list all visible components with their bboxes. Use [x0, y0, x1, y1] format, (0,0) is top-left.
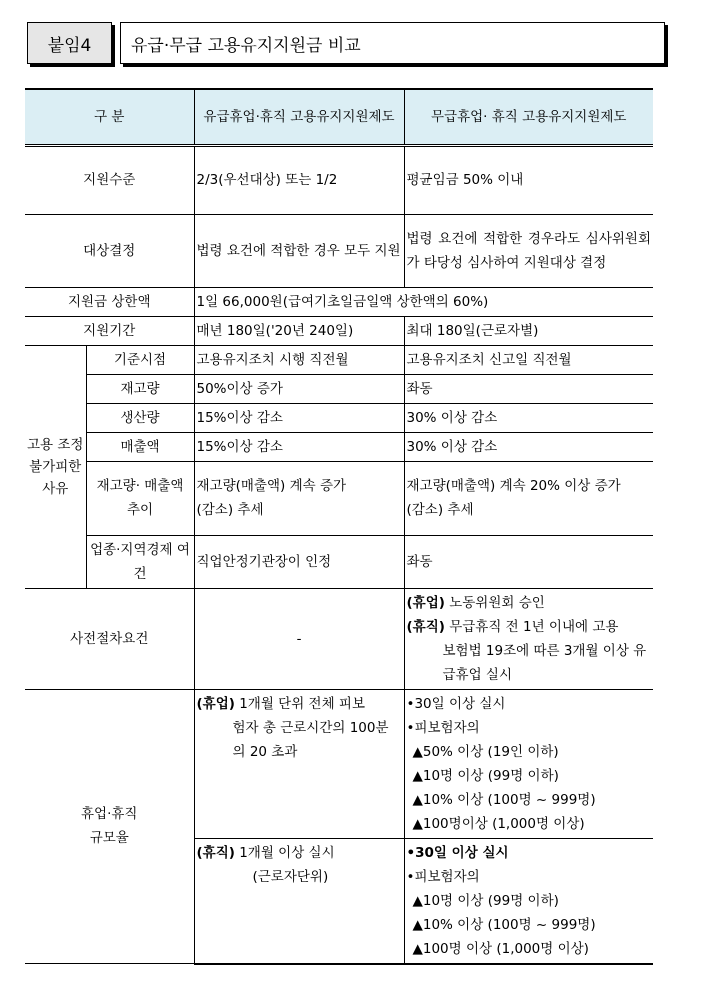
row-group-reason: 고용 조정 불가피한 사유: [25, 345, 86, 588]
row-label-support-level: 지원수준: [25, 145, 194, 214]
cell-unpaid-target-decision: 법령 요건에 적합한 경우라도 심사위원회가 타당성 심사하여 지원대상 결정: [404, 214, 653, 287]
row-label-trend: 재고량· 매출액 추이: [86, 461, 194, 535]
cell-paid-support-level: 2/3(우선대상) 또는 1/2: [194, 145, 404, 214]
unpaid-trend-line-2: (감소) 추세: [406, 502, 474, 518]
row-label-inventory: 재고량: [86, 374, 194, 403]
header-category: 구 분: [25, 89, 194, 145]
cell-unpaid-industry: 좌동: [404, 535, 653, 588]
row-label-period: 지원기간: [25, 316, 194, 345]
cell-paid-scale-absence: [194, 838, 404, 964]
cell-paid-target-decision: 법령 요건에 적합한 경우 모두 지원: [194, 214, 404, 287]
cell-paid-production: 15%이상 감소: [194, 403, 404, 432]
row-label-sales: 매출액: [86, 432, 194, 461]
row-label-scale: [25, 689, 194, 964]
row-label-target-decision: 대상결정: [25, 214, 194, 287]
paid-trend-line-2: (감소) 추세: [196, 502, 264, 518]
row-label-production: 생산량: [86, 403, 194, 432]
header-unpaid: 무급휴업· 휴직 고용유지지원제도: [404, 89, 653, 145]
cell-unpaid-base-point: 고용유지조치 신고일 직전월: [404, 345, 653, 374]
unpaid-leave-line: ▲10명 이상 (99명 이하): [412, 767, 559, 784]
cell-paid-base-point: 고용유지조치 시행 직전월: [194, 345, 404, 374]
cell-paid-period: 매년 180일('20년 240일): [194, 316, 404, 345]
unpaid-leave-line: ▲50% 이상 (19인 이하): [412, 743, 559, 760]
cell-unpaid-trend: [404, 461, 653, 535]
attachment-tag: 붙임4: [27, 22, 112, 64]
row-label-base-point: 기준시점: [86, 345, 194, 374]
cell-unpaid-sales: 30% 이상 감소: [404, 432, 653, 461]
scale-label-line-1: 휴업·휴직: [81, 806, 138, 823]
row-label-max-amount: 지원금 상한액: [25, 287, 194, 316]
unpaid-leave-line: ▲100명이상 (1,000명 이상): [412, 815, 585, 832]
prior-leave-tag: (휴업): [406, 594, 445, 611]
row-label-industry: 업종·지역경제 여건: [86, 535, 194, 588]
cell-unpaid-period: 최대 180일(근로자별): [404, 316, 653, 345]
scale-leave-tag: (휴업): [196, 695, 235, 712]
unpaid-absence-line: ▲100명 이상 (1,000명 이상): [412, 940, 589, 957]
cell-paid-prior: -: [194, 588, 404, 689]
cell-unpaid-scale-absence: [404, 838, 653, 964]
row-label-prior: 사전절차요건: [25, 588, 194, 689]
unpaid-absence-line: ▲10% 이상 (100명 ~ 999명): [412, 916, 596, 933]
unpaid-absence-line: •피보험자의: [406, 868, 480, 885]
page-title: 유급·무급 고용유지지원금 비교: [120, 22, 665, 64]
cell-paid-inventory: 50%이상 증가: [194, 374, 404, 403]
cell-unpaid-prior: [404, 588, 653, 689]
cell-unpaid-inventory: 좌동: [404, 374, 653, 403]
unpaid-leave-line: •피보험자의: [406, 719, 480, 736]
unpaid-leave-line: ▲10% 이상 (100명 ~ 999명): [412, 791, 596, 808]
cell-unpaid-scale-leave: [404, 689, 653, 838]
comparison-table: [25, 88, 653, 965]
paid-trend-line-1: 재고량(매출액) 계속 증가: [196, 478, 347, 494]
cell-paid-industry: 직업안정기관장이 인정: [194, 535, 404, 588]
unpaid-absence-line: •30일 이상 실시: [406, 844, 509, 861]
unpaid-absence-line: ▲10명 이상 (99명 이하): [412, 892, 559, 909]
cell-unpaid-production: 30% 이상 감소: [404, 403, 653, 432]
scale-leave-cont: 험자 총 근로시간의 100분의 20 초과: [232, 719, 389, 760]
cell-paid-scale-leave: [194, 689, 404, 838]
scale-absence-tag: (휴직): [196, 844, 235, 861]
cell-max-amount: 1일 66,000원(급여기초일금일액 상한액의 60%): [194, 287, 653, 316]
scale-leave-text: 1개월 단위 전체 피보: [234, 695, 366, 712]
cell-unpaid-support-level: 평균임금 50% 이내: [404, 145, 653, 214]
unpaid-leave-line: •30일 이상 실시: [406, 695, 506, 712]
prior-leave-text: 노동위원회 승인: [444, 594, 545, 611]
prior-absence-tag: (휴직): [406, 618, 445, 635]
scale-absence-text: 1개월 이상 실시: [234, 844, 335, 861]
cell-paid-trend: [194, 461, 404, 535]
unpaid-trend-line-1: 재고량(매출액) 계속 20% 이상 증가: [406, 478, 621, 494]
prior-absence-text: 무급휴직 전 1년 이내에 고용: [444, 618, 619, 635]
scale-absence-cont: (근로자단위): [252, 868, 329, 885]
cell-paid-sales: 15%이상 감소: [194, 432, 404, 461]
prior-absence-cont: 보험법 19조에 따른 3개월 이상 유급휴업 실시: [442, 642, 647, 683]
header-paid: 유급휴업·휴직 고용유지지원제도: [194, 89, 404, 145]
scale-label-line-2: 규모율: [89, 830, 129, 847]
